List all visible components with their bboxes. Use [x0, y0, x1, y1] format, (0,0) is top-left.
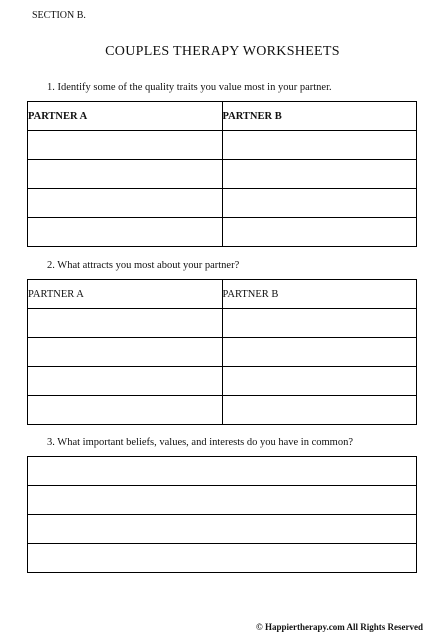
answer-cell[interactable] — [28, 457, 417, 486]
answer-cell[interactable] — [222, 309, 417, 338]
column-header-partner-a: PARTNER A — [28, 280, 223, 309]
answer-cell[interactable] — [222, 160, 417, 189]
answer-cell[interactable] — [222, 131, 417, 160]
answer-cell[interactable] — [28, 131, 223, 160]
question-1-table — [27, 101, 417, 247]
column-header-partner-b: PARTNER B — [222, 102, 417, 131]
question-3: 3. What important beliefs, values, and interests do you have in common? — [47, 437, 353, 448]
question-3-table — [27, 456, 417, 573]
table-row — [28, 160, 417, 189]
answer-cell[interactable] — [222, 396, 417, 425]
answer-cell[interactable] — [28, 396, 223, 425]
answer-cell[interactable] — [28, 486, 417, 515]
answer-cell[interactable] — [222, 367, 417, 396]
table-row — [28, 396, 417, 425]
section-label: SECTION B. — [32, 10, 86, 21]
answer-cell[interactable] — [222, 338, 417, 367]
table-row — [28, 515, 417, 544]
answer-cell[interactable] — [28, 160, 223, 189]
table-row — [28, 338, 417, 367]
table-header-row — [28, 280, 417, 309]
page-title: COUPLES THERAPY WORKSHEETS — [105, 44, 340, 59]
table-row — [28, 218, 417, 247]
table-row — [28, 131, 417, 160]
answer-cell[interactable] — [28, 218, 223, 247]
column-header-partner-b: PARTNER B — [222, 280, 417, 309]
table-row — [28, 486, 417, 515]
table-row — [28, 544, 417, 573]
answer-cell[interactable] — [28, 515, 417, 544]
question-1: 1. Identify some of the quality traits you value most in your partner. — [47, 82, 332, 93]
question-2-table — [27, 279, 417, 425]
table-row — [28, 189, 417, 218]
table-row — [28, 457, 417, 486]
answer-cell[interactable] — [28, 189, 223, 218]
answer-cell[interactable] — [222, 218, 417, 247]
answer-cell[interactable] — [28, 544, 417, 573]
table-header-row — [28, 102, 417, 131]
answer-cell[interactable] — [222, 189, 417, 218]
answer-cell[interactable] — [28, 309, 223, 338]
table-row — [28, 367, 417, 396]
copyright-footer: © Happiertherapy.com All Rights Reserved — [256, 622, 423, 632]
table-row — [28, 309, 417, 338]
column-header-partner-a: PARTNER A — [28, 102, 223, 131]
answer-cell[interactable] — [28, 338, 223, 367]
question-2: 2. What attracts you most about your partner? — [47, 260, 240, 271]
answer-cell[interactable] — [28, 367, 223, 396]
